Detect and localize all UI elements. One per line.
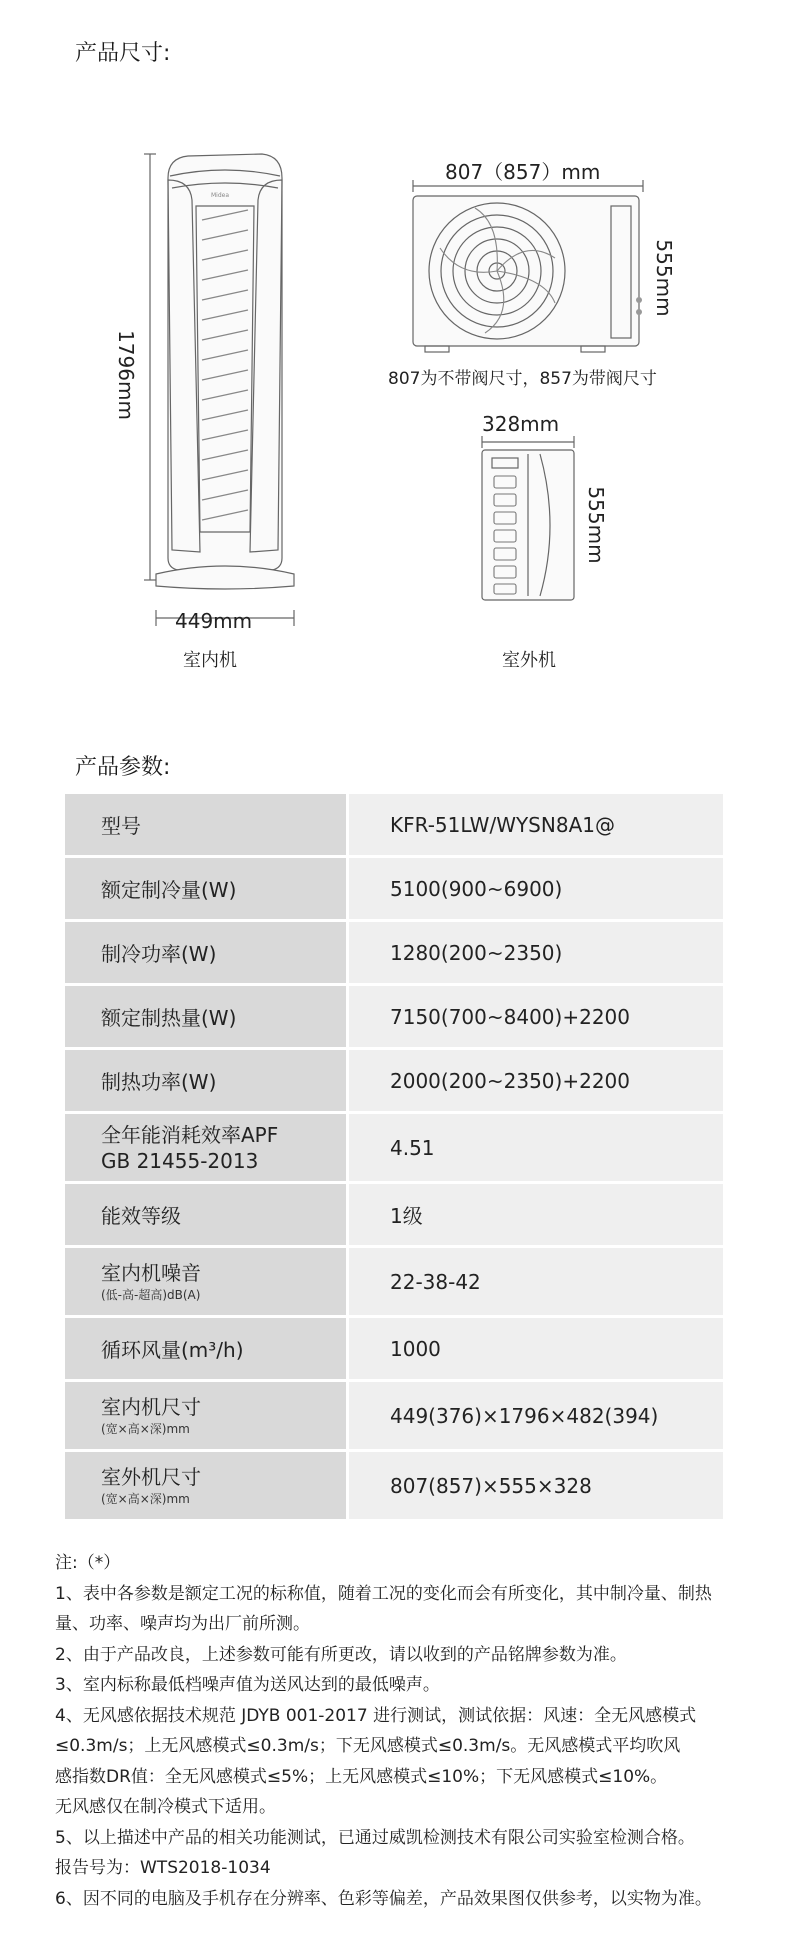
spec-key-cell — [65, 1247, 348, 1317]
outdoor-width-label: 807（857）mm — [445, 160, 601, 184]
note-line: 3、室内标称最低档噪声值为送风达到的最低噪声。 — [55, 1675, 440, 1695]
spec-key: 额定制冷量(W) — [65, 857, 348, 921]
note-line: 无风感仅在制冷模式下适用。 — [55, 1797, 276, 1817]
note-line: 1、表中各参数是额定工况的标称值，随着工况的变化而会有所变化，其中制冷量、制热 — [55, 1583, 712, 1604]
table-row — [65, 1247, 723, 1317]
table-row — [65, 1183, 723, 1247]
outdoor-caption: 室外机 — [502, 650, 556, 671]
outdoor-side-depth-label: 328mm — [482, 412, 560, 436]
spec-key: 室外机尺寸 — [101, 1464, 201, 1489]
spec-key-cell — [65, 1113, 348, 1183]
spec-key: 额定制热量(W) — [65, 985, 348, 1049]
spec-key: 室内机尺寸 — [101, 1394, 201, 1419]
note-line: ≤0.3m/s；上无风感模式≤0.3m/s；下无风感模式≤0.3m/s。无风感模式平均吹风 — [55, 1736, 681, 1756]
outdoor-side-drawing — [476, 436, 586, 616]
table-row — [65, 794, 723, 857]
table-row — [65, 1381, 723, 1451]
spec-value: 2000(200~2350)+2200 — [348, 1049, 724, 1113]
indoor-caption: 室内机 — [183, 650, 237, 671]
outdoor-front-drawing — [405, 178, 650, 360]
spec-value: KFR-51LW/WYSN8A1@ — [348, 794, 724, 857]
note-line: 2、由于产品改良，上述参数可能有所更改，请以收到的产品铭牌参数为准。 — [55, 1644, 627, 1665]
indoor-width-label: 449mm — [175, 609, 253, 633]
notes-heading: 注:（*） — [55, 1553, 121, 1573]
spec-value: 22-38-42 — [348, 1247, 724, 1317]
spec-value: 449(376)×1796×482(394) — [348, 1381, 724, 1451]
spec-key: 制热功率(W) — [65, 1049, 348, 1113]
spec-key-cell — [65, 1381, 348, 1451]
note-line: 感指数DR值：全无风感模式≤5%；上无风感模式≤10%；下无风感模式≤10%。 — [55, 1766, 668, 1787]
spec-value: 1280(200~2350) — [348, 921, 724, 985]
table-row — [65, 1451, 723, 1521]
note-line: 6、因不同的电脑及手机存在分辨率、色彩等偏差，产品效果图仅供参考，以实物为准。 — [55, 1888, 712, 1909]
note-line: 量、功率、噪声均为出厂前所测。 — [55, 1614, 310, 1634]
spec-value: 1000 — [348, 1317, 724, 1381]
outdoor-side-height-label: 555mm — [584, 486, 608, 564]
note-line: 4、无风感依据技术规范 JDYB 001-2017 进行测试，测试依据：风速：全无风感模式 — [55, 1705, 697, 1726]
table-row — [65, 1049, 723, 1113]
outdoor-width-note: 807为不带阀尺寸，857为带阀尺寸 — [388, 369, 657, 389]
spec-value: 7150(700~8400)+2200 — [348, 985, 724, 1049]
spec-key-sub: (宽×高×深)mm — [101, 1421, 190, 1436]
dimensions-title: 产品尺寸: — [75, 41, 171, 66]
spec-key: 室内机噪音 — [101, 1260, 201, 1285]
spec-key-sub: (低-高-超高)dB(A) — [101, 1287, 201, 1302]
spec-key: 全年能消耗效率APF — [101, 1122, 279, 1147]
note-line: 报告号为：WTS2018-1034 — [55, 1858, 271, 1878]
indoor-unit-drawing — [110, 140, 300, 660]
spec-key: 能效等级 — [65, 1183, 348, 1247]
spec-key: 循环风量(m³/h) — [65, 1317, 348, 1381]
note-line: 5、以上描述中产品的相关功能测试，已通过威凯检测技术有限公司实验室检测合格。 — [55, 1827, 695, 1848]
params-title: 产品参数: — [75, 755, 171, 780]
table-row — [65, 985, 723, 1049]
spec-value: 807(857)×555×328 — [348, 1451, 724, 1521]
spec-key-standard: GB 21455-2013 — [101, 1148, 259, 1173]
notes-block — [55, 1548, 745, 1914]
outdoor-height-label: 555mm — [652, 239, 676, 317]
spec-value: 5100(900~6900) — [348, 857, 724, 921]
spec-key-cell — [65, 1451, 348, 1521]
indoor-brand-logo: Midea — [211, 192, 230, 199]
spec-value: 1级 — [348, 1183, 724, 1247]
table-row — [65, 1317, 723, 1381]
indoor-height-label: 1796mm — [114, 330, 138, 420]
spec-value: 4.51 — [348, 1113, 724, 1183]
table-row — [65, 857, 723, 921]
spec-table — [65, 794, 723, 1522]
table-row — [65, 921, 723, 985]
table-row — [65, 1113, 723, 1183]
spec-key: 型号 — [65, 794, 348, 857]
spec-key: 制冷功率(W) — [65, 921, 348, 985]
spec-key-sub: (宽×高×深)mm — [101, 1491, 190, 1506]
